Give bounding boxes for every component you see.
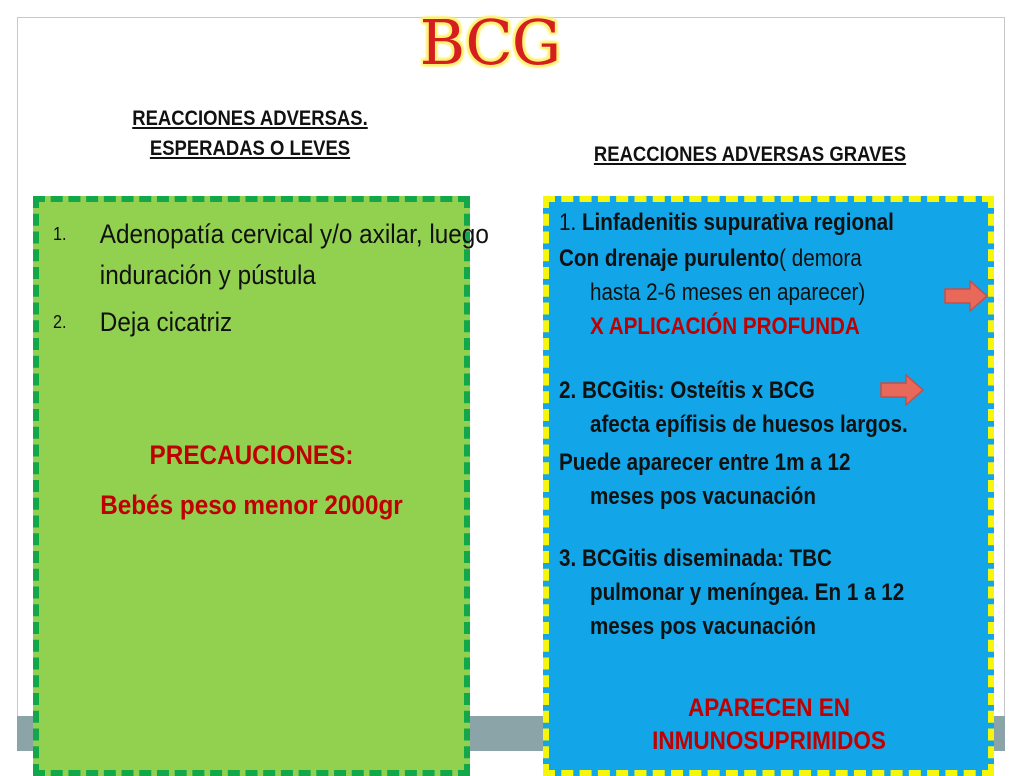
severe-item-3: [559, 542, 955, 644]
mild-reactions-box: [33, 196, 489, 776]
item2-line3: Puede aparecer entre 1m a 12: [559, 449, 851, 476]
right-arrow-icon: [944, 280, 988, 312]
mild-reactions-list: [53, 214, 489, 349]
item2-line4: meses pos vacunación: [589, 483, 816, 510]
item1-cause: X APLICACIÓN PROFUNDA: [589, 313, 860, 340]
list-item-number: 2.: [53, 312, 67, 332]
item3-line1: 3. BCGitis diseminada: TBC: [559, 545, 832, 572]
slide-title: BCG: [419, 6, 561, 79]
left-heading: [83, 104, 417, 164]
list-item-number: 1.: [53, 224, 67, 244]
item1-number: 1.: [559, 209, 577, 236]
right-arrow-icon: [880, 374, 924, 406]
footer-line1: APARECEN EN: [687, 694, 851, 722]
item1-title: Linfadenitis supurativa regional: [581, 209, 894, 236]
list-item-text: Adenopatía cervical y/o axilar, luego induración y pústula: [99, 219, 489, 290]
list-item-text: Deja cicatriz: [99, 307, 233, 337]
item1-time: hasta 2-6 meses en aparecer): [589, 279, 866, 306]
precautions-text: Bebés peso menor 2000gr: [100, 490, 403, 520]
precautions-title: PRECAUCIONES:: [149, 440, 354, 470]
list-item: [53, 214, 496, 296]
left-heading-line2: ESPERADAS O LEVES: [149, 137, 351, 160]
footer-line2: INMUNOSUPRIMIDOS: [652, 727, 886, 755]
item2-line1: 2. BCGitis: Osteítis x BCG: [559, 377, 815, 404]
item3-line3: meses pos vacunación: [589, 613, 816, 640]
item2-line2: afecta epífisis de huesos largos.: [589, 411, 908, 438]
severe-item-1: [559, 206, 955, 344]
right-heading: REACCIONES ADVERSAS GRAVES: [593, 143, 907, 166]
item3-line2: pulmonar y meníngea. En 1 a 12: [589, 579, 905, 606]
item1-delay: ( demora: [779, 245, 862, 272]
left-heading-line1: REACCIONES ADVERSAS.: [132, 107, 368, 130]
item1-drainage: Con drenaje purulento: [559, 245, 780, 272]
list-item: [53, 302, 496, 343]
severe-reactions-box: [543, 196, 994, 776]
immunosuppressed-note: [571, 692, 967, 758]
